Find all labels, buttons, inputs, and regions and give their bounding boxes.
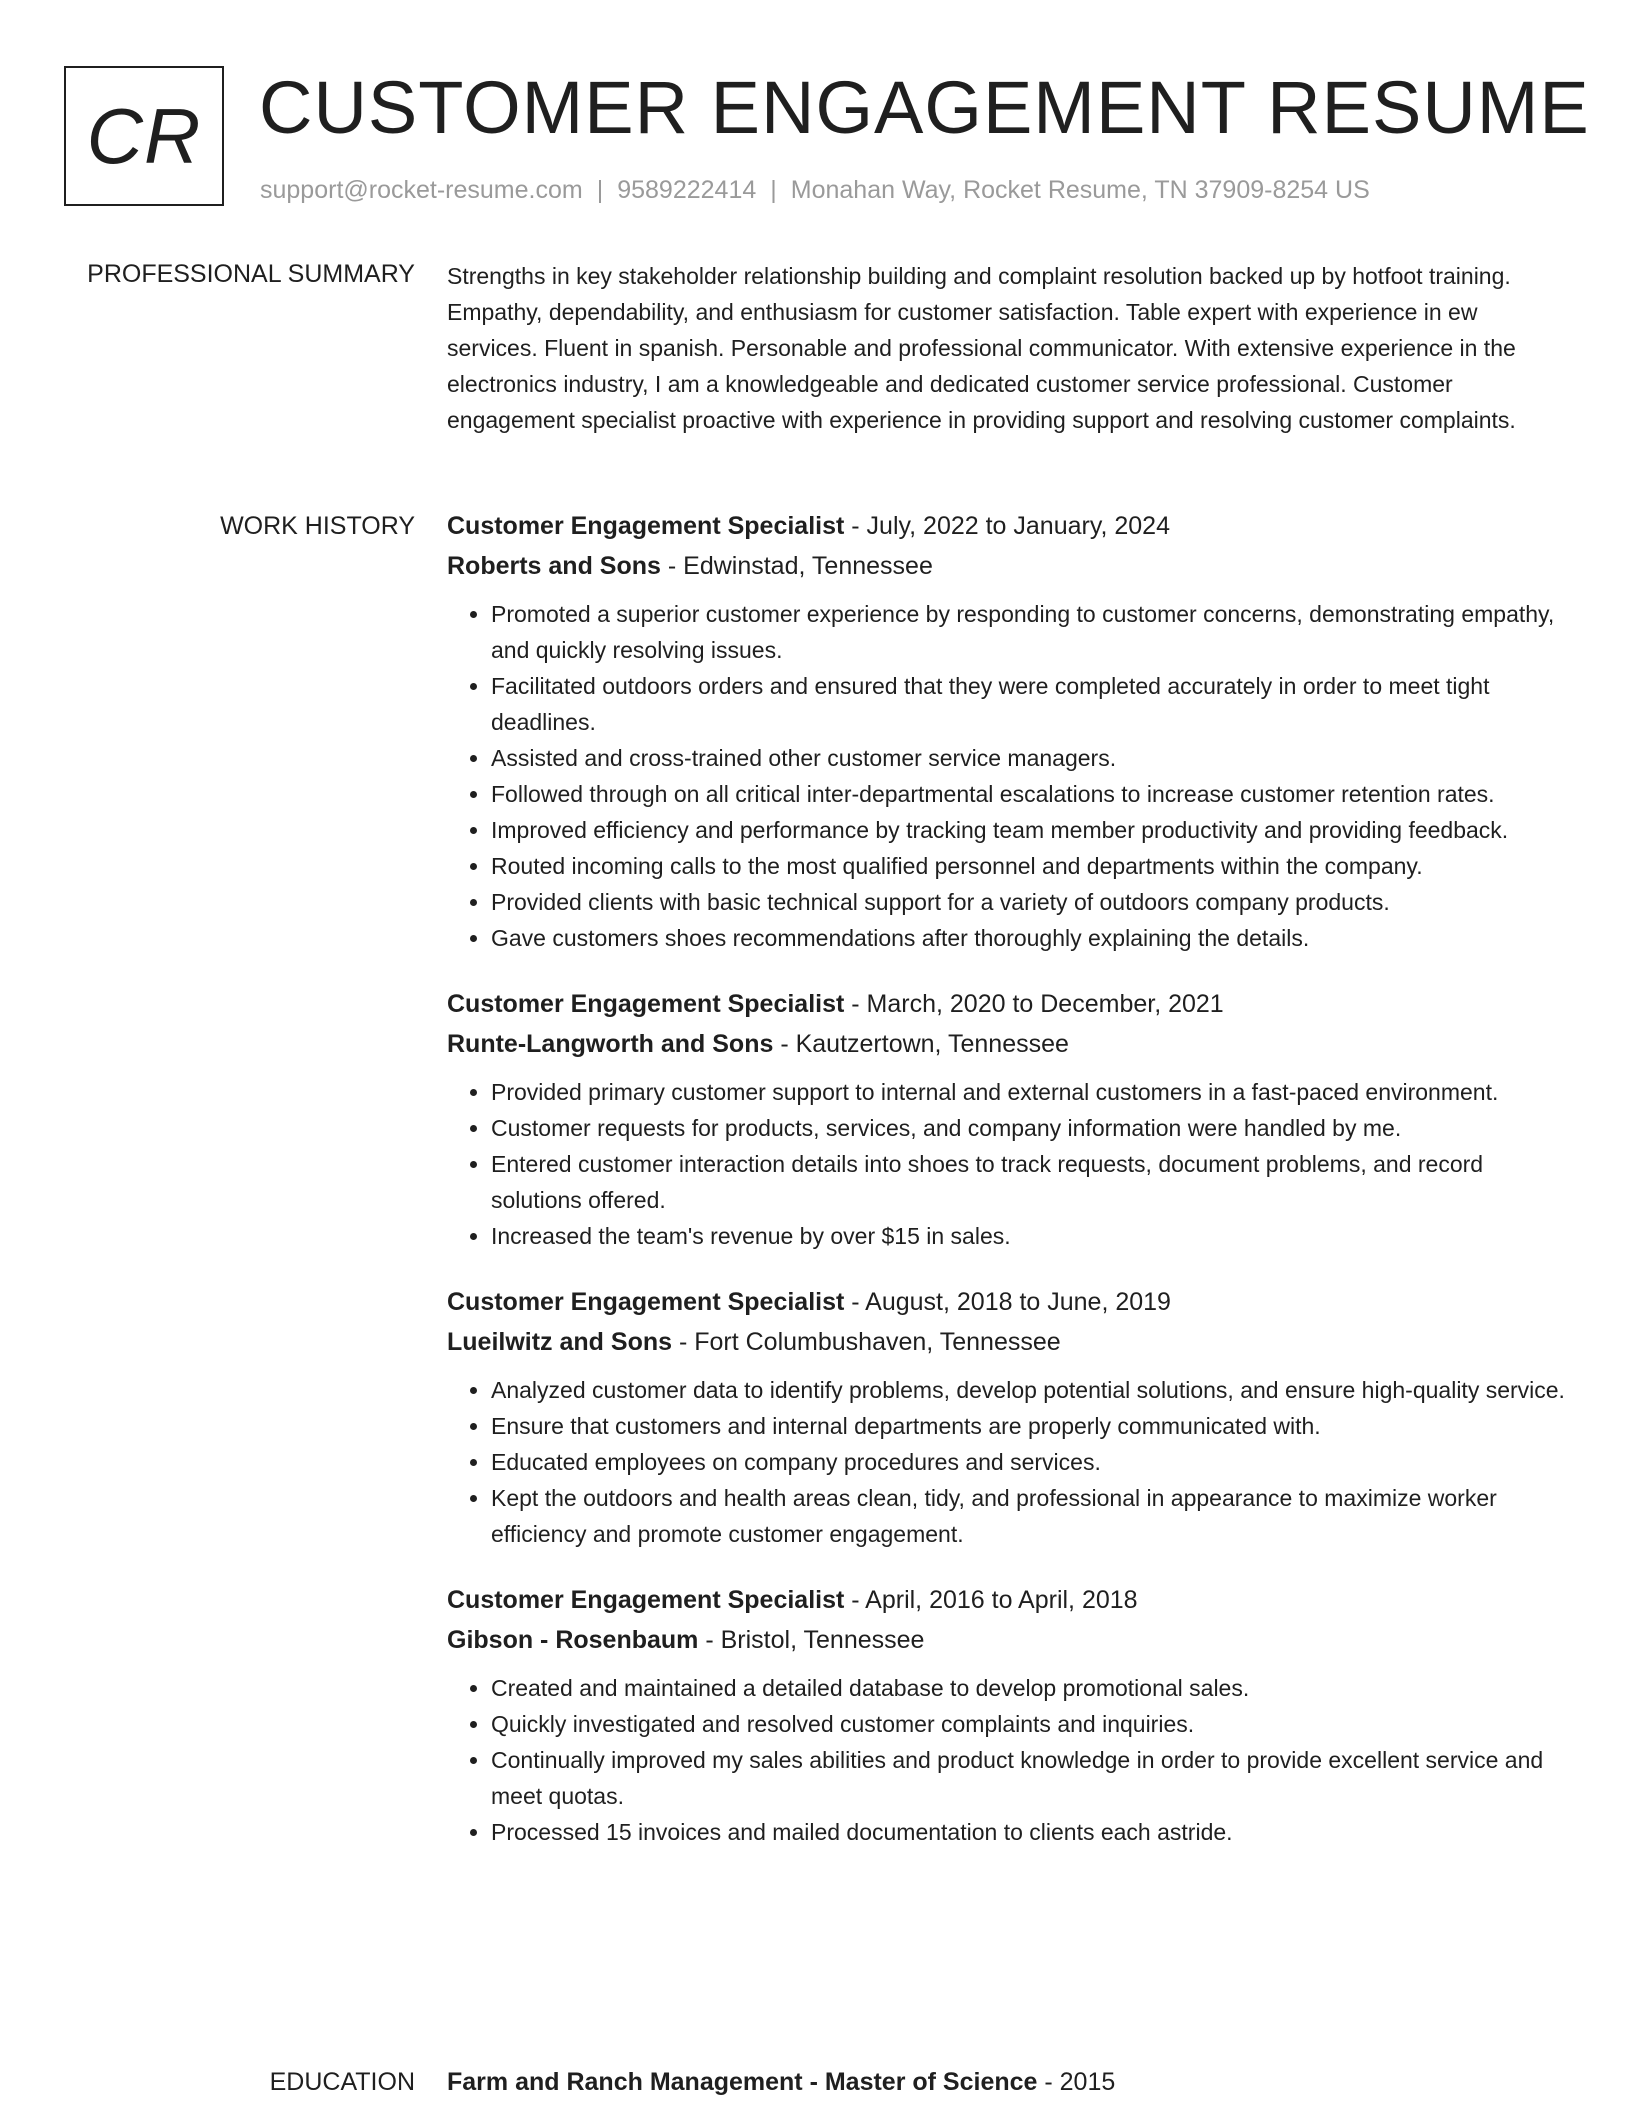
job-bullet: • Assisted and cross-trained other customer service managers. [491, 740, 1572, 776]
job-company-line [447, 1620, 1572, 1660]
job-entry [447, 984, 1572, 1254]
job-dates: - August, 2018 to June, 2019 [844, 1288, 1171, 1316]
resume-title: CUSTOMER ENGAGEMENT RESUME [259, 66, 1590, 149]
job-bullet: • Educated employees on company procedures and services. [491, 1444, 1572, 1480]
job-company-line [447, 546, 1572, 586]
resume-header [64, 66, 1590, 226]
job-bullet: • Improved efficiency and performance by tracking team member productivity and providing feedback. [491, 812, 1572, 848]
job-bullet: • Followed through on all critical inter-departmental escalations to increase customer retention rates. [491, 776, 1572, 812]
job-bullet: • Kept the outdoors and health areas clean, tidy, and professional in appearance to maximize worker efficiency and promote customer engagement. [491, 1480, 1572, 1552]
job-bullet: • Ensure that customers and internal departments are properly communicated with. [491, 1408, 1572, 1444]
job-entry [447, 1580, 1572, 1850]
education-degree: Farm and Ranch Management - Master of Science [447, 2068, 1038, 2096]
job-bullet: • Entered customer interaction details into shoes to track requests, document problems, and record solutions offered. [491, 1146, 1572, 1218]
job-bullet: • Provided clients with basic technical support for a variety of outdoors company products. [491, 884, 1572, 920]
job-dates: - March, 2020 to December, 2021 [844, 990, 1224, 1018]
contact-separator: | [596, 176, 604, 204]
job-bullet: • Routed incoming calls to the most qualified personnel and departments within the company. [491, 848, 1572, 884]
job-dates: - July, 2022 to January, 2024 [844, 512, 1170, 540]
job-title: Customer Engagement Specialist [447, 1586, 845, 1614]
job-bullets [447, 1372, 1572, 1552]
job-bullet: • Customer requests for products, services, and company information were handled by me. [491, 1110, 1572, 1146]
job-title-line [447, 1580, 1572, 1620]
section-label-education: EDUCATION [269, 2068, 415, 2096]
job-bullet: • Processed 15 invoices and mailed documentation to clients each astride. [491, 1814, 1572, 1850]
job-bullet: • Promoted a superior customer experience by responding to customer concerns, demonstrating empathy, and quickly resolving issues. [491, 596, 1572, 668]
job-bullets [447, 1670, 1572, 1850]
job-company-line [447, 1024, 1572, 1064]
contact-address: Monahan Way, Rocket Resume, TN 37909-8254 US [790, 176, 1370, 204]
job-title-line [447, 984, 1572, 1024]
contact-separator: | [770, 176, 777, 204]
section-label-summary: PROFESSIONAL SUMMARY [87, 260, 415, 288]
contact-line [260, 176, 1370, 205]
summary-body [447, 258, 1572, 438]
job-location: - Bristol, Tennessee [698, 1626, 925, 1654]
job-company: Gibson - Rosenbaum [447, 1626, 699, 1654]
monogram-logo: CR [64, 66, 224, 206]
summary-text: Strengths in key stakeholder relationship building and complaint resolution backed up by hotfoot training. Empathy, dependability, and enthusiasm for customer satisfaction. Table expert with experience in ew services. Fluent in spanish. Personable and professional communicator. With extensive experience in the electronics industry, I am a knowledgeable and dedicated customer service professional. Customer engagement specialist proactive with experience in providing support and resolving customer complaints. [447, 263, 1516, 433]
work-history-body [447, 506, 1572, 1878]
job-company: Roberts and Sons [447, 552, 661, 580]
job-location: - Fort Columbushaven, Tennessee [672, 1328, 1061, 1356]
job-bullet: • Analyzed customer data to identify problems, develop potential solutions, and ensure high-quality service. [491, 1372, 1572, 1408]
education-body [447, 2062, 1572, 2102]
job-bullet: • Facilitated outdoors orders and ensured that they were completed accurately in order to meet tight deadlines. [491, 668, 1572, 740]
job-location: - Edwinstad, Tennessee [660, 552, 933, 580]
job-bullet: • Provided primary customer support to internal and external customers in a fast-paced environment. [491, 1074, 1572, 1110]
job-bullet: • Continually improved my sales abilities and product knowledge in order to provide excellent service and meet quotas. [491, 1742, 1572, 1814]
job-title-line [447, 506, 1572, 546]
job-company: Lueilwitz and Sons [447, 1328, 673, 1356]
job-company: Runte-Langworth and Sons [447, 1030, 774, 1058]
job-title: Customer Engagement Specialist [447, 1288, 845, 1316]
job-title: Customer Engagement Specialist [447, 990, 845, 1018]
job-bullet: • Increased the team's revenue by over $15 in sales. [491, 1218, 1572, 1254]
job-entry [447, 506, 1572, 956]
job-bullet: • Created and maintained a detailed database to develop promotional sales. [491, 1670, 1572, 1706]
section-label-work-history: WORK HISTORY [220, 512, 415, 540]
job-entry [447, 1282, 1572, 1552]
job-bullets [447, 1074, 1572, 1254]
job-company-line [447, 1322, 1572, 1362]
job-bullet: • Gave customers shoes recommendations after thoroughly explaining the details. [491, 920, 1572, 956]
contact-email: support@rocket-resume.com [260, 176, 583, 204]
job-title: Customer Engagement Specialist [447, 512, 845, 540]
contact-phone: 9589222414 [617, 176, 757, 204]
job-dates: - April, 2016 to April, 2018 [844, 1586, 1138, 1614]
job-bullet: • Quickly investigated and resolved customer complaints and inquiries. [491, 1706, 1572, 1742]
education-year: - 2015 [1037, 2068, 1116, 2096]
job-title-line [447, 1282, 1572, 1322]
job-location: - Kautzertown, Tennessee [773, 1030, 1069, 1058]
education-degree-line [447, 2062, 1572, 2102]
job-bullets [447, 596, 1572, 956]
